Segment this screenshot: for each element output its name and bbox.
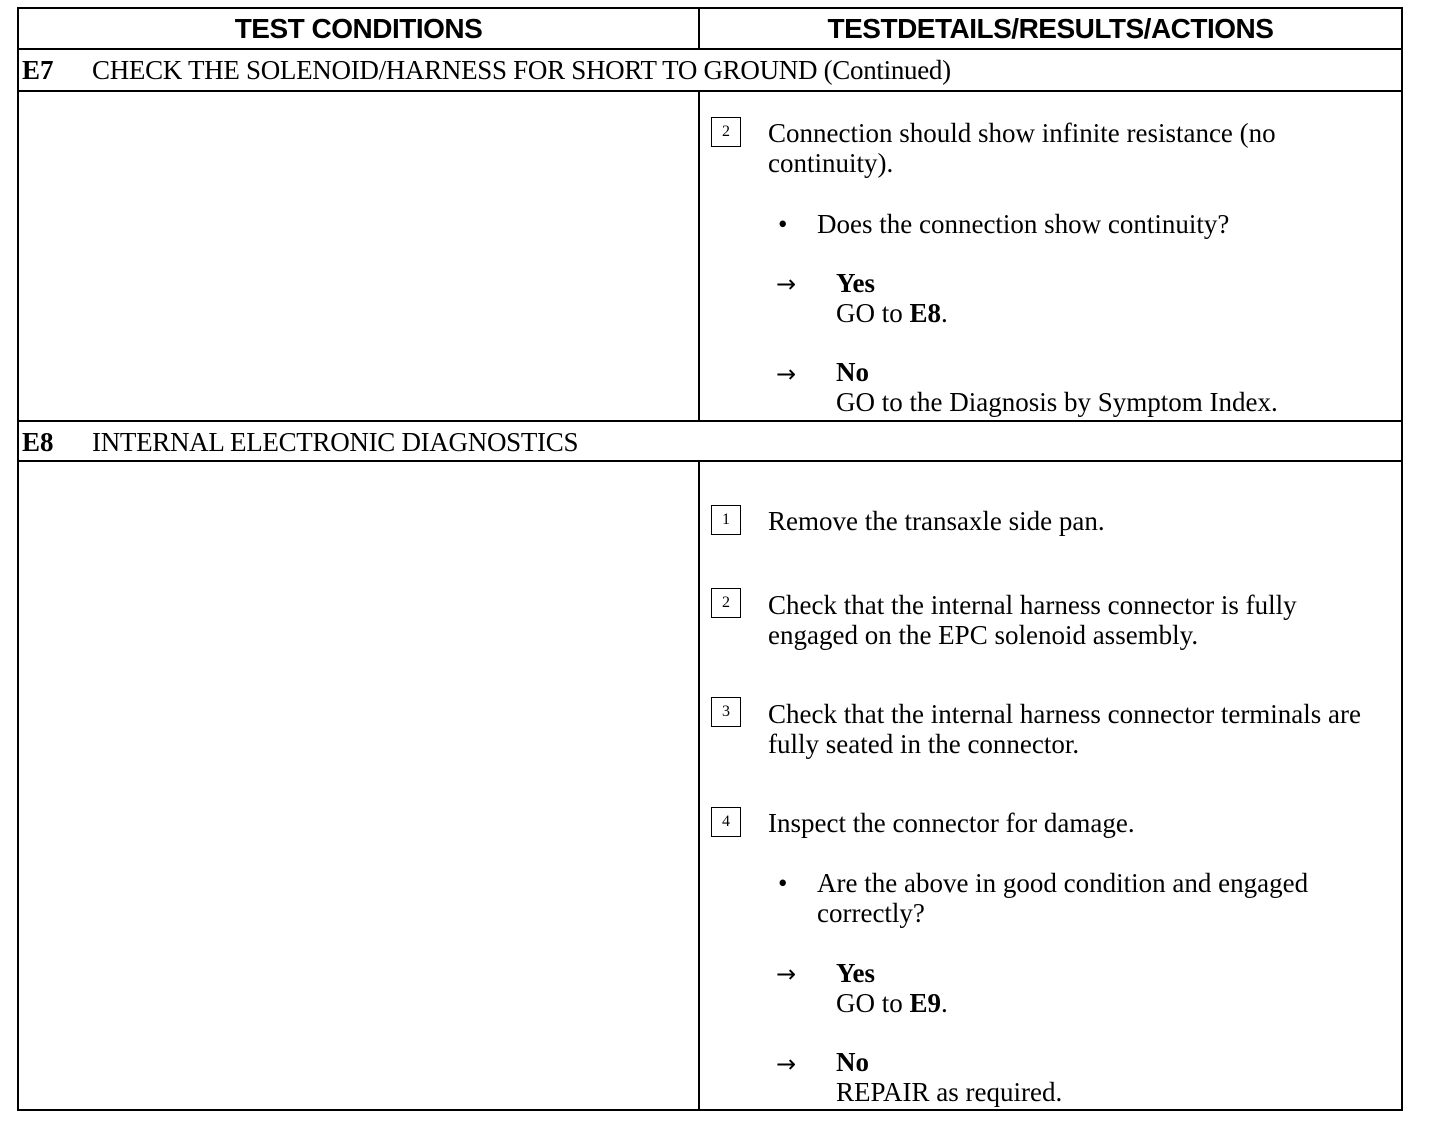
e7-code: E7 <box>22 55 54 85</box>
e8-yes-answer <box>836 958 1396 1018</box>
e8-yes-target-link[interactable]: E9 <box>909 988 942 1018</box>
e7-no-action: GO to the Diagnosis by Symptom Index. <box>836 387 1278 417</box>
e7-yes-answer <box>836 268 1396 328</box>
e7-section-bottom-border <box>17 90 1403 92</box>
e7-bullet: • <box>778 209 788 239</box>
e8-step-1-box: 1 <box>711 505 741 535</box>
e8-step-4-box: 4 <box>711 807 741 837</box>
e8-step-2-box: 2 <box>711 588 741 618</box>
e7-step-2-box: 2 <box>711 117 741 147</box>
e8-step-3-box: 3 <box>711 697 741 727</box>
e7-body-bottom-border <box>17 420 1403 422</box>
e7-no-arrow-icon: → <box>776 360 797 388</box>
header-test-conditions: TEST CONDITIONS <box>234 13 483 44</box>
e8-step-1-text: Remove the transaxle side pan. <box>768 506 1105 536</box>
e8-no-action: REPAIR as required. <box>836 1077 1063 1107</box>
e8-section-heading <box>22 424 578 460</box>
e8-no-arrow-icon: → <box>776 1050 797 1078</box>
e8-yes-suffix: . <box>941 988 948 1018</box>
e8-step-3-text: Check that the internal harness connector terminals are fully seated in the connector. <box>768 699 1362 759</box>
e8-title: INTERNAL ELECTRONIC DIAGNOSTICS <box>92 427 579 457</box>
e7-section-heading <box>22 52 951 88</box>
e8-yes-prefix: GO to <box>836 988 910 1018</box>
e8-question: Are the above in good condition and engaged correctly? <box>817 868 1309 928</box>
e8-bullet: • <box>778 868 788 898</box>
e7-yes-suffix: . <box>941 298 948 328</box>
e8-section-bottom-border <box>17 460 1403 462</box>
table-right-border <box>1401 7 1403 1111</box>
table-left-border <box>17 7 19 1111</box>
e7-yes-label: Yes <box>836 268 875 298</box>
e8-yes-label: Yes <box>836 958 875 988</box>
table-bottom-border <box>17 1109 1403 1111</box>
e8-code: E8 <box>22 427 54 457</box>
header-test-details: TESTDETAILS/RESULTS/ACTIONS <box>827 13 1274 44</box>
e8-yes-arrow-icon: → <box>776 960 797 988</box>
e7-step-2-text: Connection should show infinite resistance (no continuity). <box>768 118 1276 178</box>
column-divider-e8 <box>698 460 700 1111</box>
e7-yes-target-link[interactable]: E8 <box>909 298 942 328</box>
e7-no-label: No <box>836 357 869 387</box>
e7-no-answer <box>836 357 1396 417</box>
e7-question: Does the connection show continuity? <box>817 209 1230 239</box>
e8-step-4-text: Inspect the connector for damage. <box>768 808 1135 838</box>
e8-yes-action <box>836 988 1396 1018</box>
e8-step-2-text: Check that the internal harness connector is fully engaged on the EPC solenoid assembly. <box>768 590 1297 650</box>
e7-yes-action <box>836 298 1396 328</box>
e8-no-label: No <box>836 1047 869 1077</box>
e7-title: CHECK THE SOLENOID/HARNESS FOR SHORT TO GROUND (Continued) <box>92 55 951 85</box>
e7-yes-arrow-icon: → <box>776 270 797 298</box>
e7-yes-prefix: GO to <box>836 298 910 328</box>
column-divider-e7 <box>698 90 700 422</box>
e8-no-answer <box>836 1047 1396 1107</box>
